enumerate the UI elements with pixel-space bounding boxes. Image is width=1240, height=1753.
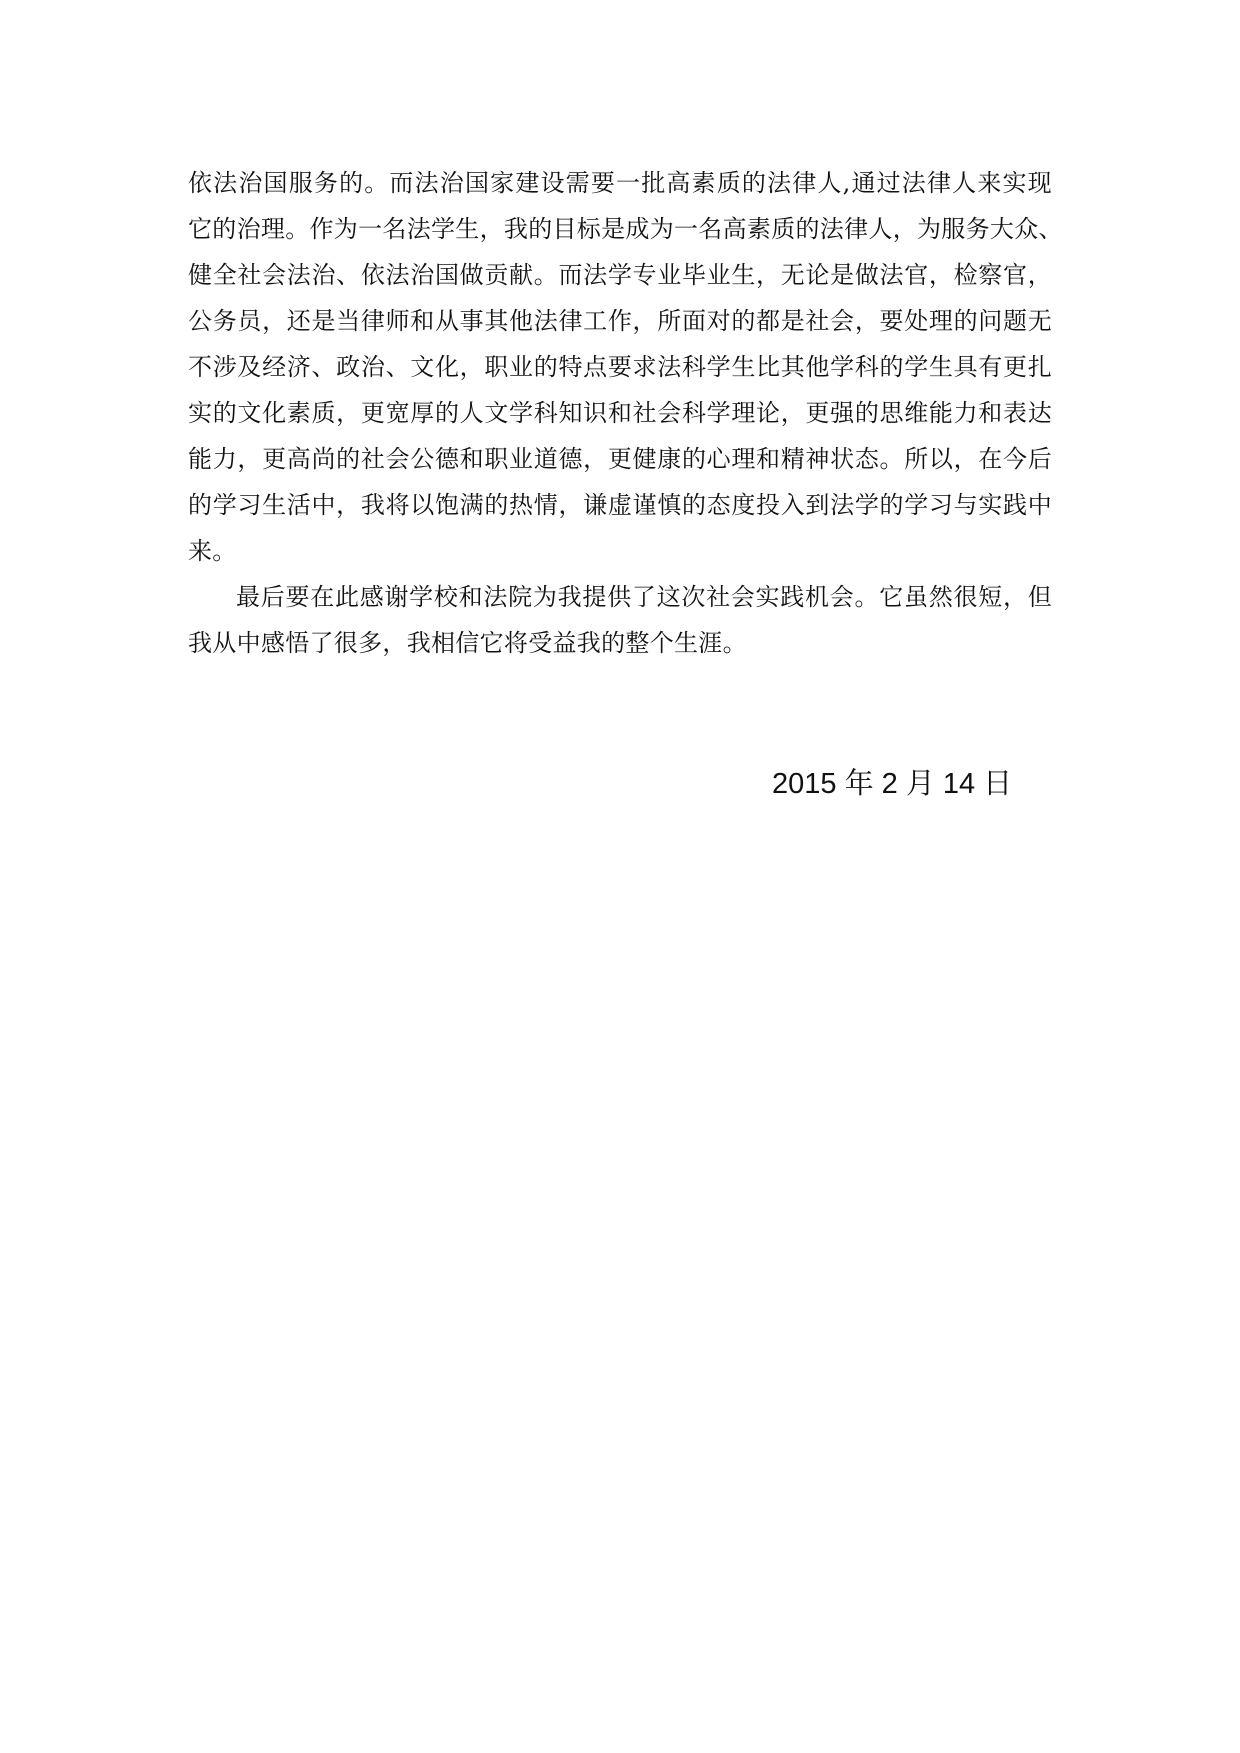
document-date: 2015 年 2 月 14 日 [772, 768, 1013, 800]
paragraph-line: 的学习生活中，我将以饱满的热情，谦虚谨慎的态度投入到法学的学习与实践中 [188, 491, 1052, 519]
paragraph-line: 我从中感悟了很多，我相信它将受益我的整个生涯。 [188, 629, 747, 657]
paragraph-line: 来。 [188, 537, 237, 565]
paragraph-line: 健全社会法治、依法治国做贡献。而法学专业毕业生，无论是做法官，检察官， [188, 261, 1052, 289]
paragraph-2 [188, 574, 1052, 666]
paragraph-line: 实的文化素质，更宽厚的人文学科知识和社会科学理论，更强的思维能力和表达 [188, 399, 1052, 427]
paragraph-line: 依法治国服务的。而法治国家建设需要一批高素质的法律人,通过法律人来实现 [188, 169, 1052, 197]
paragraph-1 [188, 160, 1063, 574]
paragraph-line: 公务员，还是当律师和从事其他法律工作，所面对的都是社会，要处理的问题无 [188, 307, 1052, 335]
paragraph-line: 能力，更高尚的社会公德和职业道德，更健康的心理和精神状态。所以，在今后 [188, 445, 1052, 473]
document-body [188, 160, 1063, 666]
paragraph-line: 不涉及经济、政治、文化，职业的特点要求法科学生比其他学科的学生具有更扎 [188, 353, 1052, 381]
paragraph-line: 它的治理。作为一名法学生，我的目标是成为一名高素质的法律人，为服务大众、 [188, 215, 1063, 243]
paragraph-line: 最后要在此感谢学校和法院为我提供了这次社会实践机会。它虽然很短，但 [236, 583, 1052, 611]
